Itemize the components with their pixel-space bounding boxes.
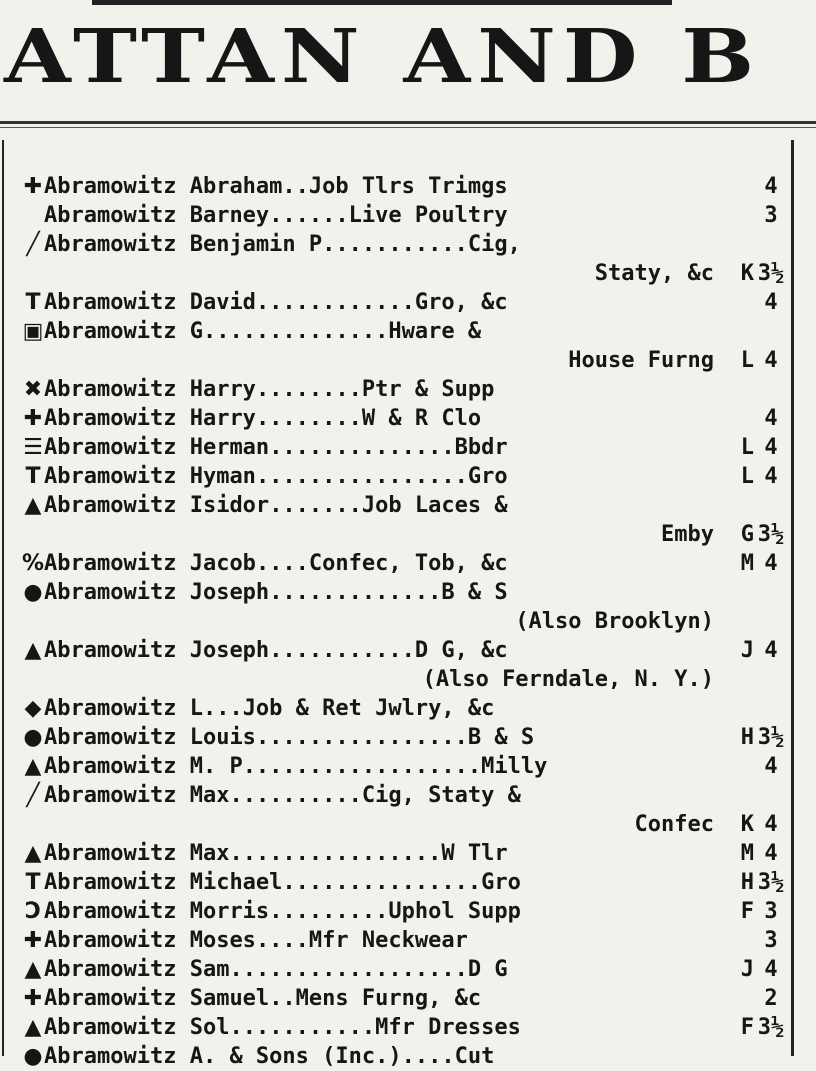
listing-entry — [22, 317, 790, 346]
entry-rating: 4 — [764, 812, 778, 837]
listing-entry — [22, 636, 790, 665]
entry-given-name: Harry — [189, 406, 256, 431]
listing-entry — [22, 723, 790, 752]
entry-given-name: Abraham — [189, 174, 283, 199]
entry-given-name: Hyman — [189, 464, 256, 489]
entry-rating: 4 — [764, 638, 778, 663]
entry-given-name: Benjamin P — [189, 232, 323, 257]
entry-credit-code: H — [740, 870, 754, 895]
entry-rating: 4 — [764, 841, 778, 866]
top-rule — [92, 0, 672, 5]
listing-entry — [22, 578, 790, 607]
entry-business: ..............Hware & — [202, 319, 482, 344]
entry-credit-code: L — [740, 348, 754, 373]
entry-rating: 3½ — [757, 870, 785, 895]
listing-entry — [22, 433, 790, 462]
entry-business: ....Confec, Tob, &c — [255, 551, 508, 576]
rating-symbol-icon: ▣ — [22, 319, 44, 344]
header-rule — [0, 121, 816, 124]
entry-given-name: Moses — [189, 928, 256, 953]
entry-rating: 4 — [764, 957, 778, 982]
entry-business: ..................Milly — [242, 754, 548, 779]
entry-surname: Abramowitz — [44, 1015, 177, 1040]
entry-rating: 2 — [764, 986, 778, 1011]
entry-given-name: Michael — [189, 870, 283, 895]
rating-symbol-icon: ☰ — [23, 435, 43, 460]
rating-symbol-icon: ▲ — [24, 1015, 42, 1040]
entry-given-name: Joseph — [189, 580, 270, 605]
entry-credit-code: F — [740, 899, 754, 924]
rating-symbol-icon: ◆ — [24, 696, 42, 721]
entry-surname: Abramowitz — [44, 783, 177, 808]
entry-rating: 3½ — [757, 725, 785, 750]
entry-business: ..........Cig, Staty & — [229, 783, 521, 808]
listing-entry — [22, 955, 790, 984]
entry-business: ..............Bbdr — [269, 435, 508, 460]
entry-business: ....Mfr Neckwear — [255, 928, 468, 953]
entry-surname: Abramowitz — [44, 464, 177, 489]
rating-symbol-icon: ✚ — [23, 986, 43, 1011]
entry-rating: 4 — [764, 406, 778, 431]
entry-continuation-text: Confec — [634, 812, 714, 837]
header-rule-thin — [0, 127, 816, 128]
entry-given-name: Sol — [189, 1015, 230, 1040]
entry-business: ................B & S — [255, 725, 535, 750]
entry-credit-code: J — [740, 638, 754, 663]
entry-continuation-text: Emby — [661, 522, 714, 547]
entry-credit-code: K — [740, 812, 754, 837]
entry-credit-code: G — [740, 522, 754, 547]
rating-symbol-icon: ✚ — [23, 406, 43, 431]
column-rule-left — [2, 140, 4, 1056]
entry-given-name: L — [189, 696, 203, 721]
entry-rating: 3½ — [757, 261, 785, 286]
listing-continuation — [22, 259, 790, 288]
entry-surname: Abramowitz — [44, 493, 177, 518]
entry-business: ..Job Tlrs Trimgs — [282, 174, 508, 199]
entry-surname: Abramowitz — [44, 638, 177, 663]
entry-rating: 4 — [764, 551, 778, 576]
entry-given-name: Herman — [189, 435, 270, 460]
entry-credit-code: M — [740, 551, 754, 576]
entry-given-name: Morris — [189, 899, 270, 924]
entry-business: ................W Tlr — [229, 841, 508, 866]
rating-symbol-icon: ● — [23, 580, 43, 605]
entry-business: ............Gro, &c — [255, 290, 508, 315]
listing-entry — [22, 201, 790, 230]
entry-surname: Abramowitz — [44, 696, 177, 721]
entry-rating: 3½ — [757, 522, 785, 547]
entry-continuation-text: Staty, &c — [594, 261, 714, 286]
entry-given-name: Louis — [189, 725, 256, 750]
entry-surname: Abramowitz — [44, 319, 177, 344]
entry-credit-code: K — [740, 261, 754, 286]
entry-rating: 4 — [764, 435, 778, 460]
rating-symbol-icon: ╱ — [26, 783, 40, 808]
rating-symbol-icon: ▲ — [24, 638, 42, 663]
rating-symbol-icon: % — [22, 551, 45, 576]
listing-continuation — [22, 346, 790, 375]
entry-business: ...............Gro — [282, 870, 521, 895]
entry-given-name: Harry — [189, 377, 256, 402]
entry-surname: Abramowitz — [44, 406, 177, 431]
entry-rating: 4 — [764, 348, 778, 373]
entry-surname: Abramowitz — [44, 551, 177, 576]
listing-entry — [22, 172, 790, 201]
listing-entry — [22, 781, 790, 810]
entry-rating: 4 — [764, 174, 778, 199]
directory-listing — [22, 172, 790, 1071]
listing-entry — [22, 1013, 790, 1042]
entry-given-name: Isidor — [189, 493, 270, 518]
listing-continuation — [22, 520, 790, 549]
entry-business: ...........Mfr Dresses — [229, 1015, 521, 1040]
listing-entry — [22, 288, 790, 317]
entry-surname: Abramowitz — [44, 290, 177, 315]
entry-rating: 4 — [764, 754, 778, 779]
entry-business: ...Job & Ret Jwlry, &c — [202, 696, 495, 721]
listing-entry — [22, 1042, 790, 1071]
entry-given-name: Samuel — [189, 986, 270, 1011]
entry-business: ..Mens Furng, &c — [269, 986, 482, 1011]
entry-surname: Abramowitz — [44, 754, 177, 779]
entry-rating: 3 — [764, 899, 778, 924]
listing-continuation — [22, 810, 790, 839]
entry-given-name: Jacob — [189, 551, 256, 576]
listing-entry — [22, 375, 790, 404]
entry-surname: Abramowitz — [44, 841, 177, 866]
rating-symbol-icon: T — [25, 290, 41, 315]
entry-business: .......Job Laces & — [269, 493, 508, 518]
entry-surname: Abramowitz — [44, 725, 177, 750]
rating-symbol-icon: T — [25, 464, 41, 489]
listing-entry — [22, 984, 790, 1013]
entry-business: .........Uphol Supp — [269, 899, 521, 924]
rating-symbol-icon: ✚ — [23, 928, 43, 953]
listing-entry — [22, 839, 790, 868]
rating-symbol-icon: ✚ — [23, 174, 43, 199]
entry-business: ........Ptr & Supp — [255, 377, 495, 402]
entry-business: ......Live Poultry — [269, 203, 508, 228]
entry-given-name: Barney — [189, 203, 270, 228]
entry-continuation-text: (Also Ferndale, N. Y.) — [422, 667, 714, 692]
listing-entry — [22, 549, 790, 578]
entry-surname: Abramowitz — [44, 986, 177, 1011]
rating-symbol-icon: ● — [23, 725, 43, 750]
entry-surname: Abramowitz — [44, 899, 177, 924]
entry-business: ................Gro — [255, 464, 508, 489]
entry-rating: 4 — [764, 290, 778, 315]
entry-surname: Abramowitz — [44, 1044, 177, 1069]
entry-continuation-text: House Furng — [568, 348, 714, 373]
entry-surname: Abramowitz — [44, 377, 177, 402]
entry-rating: 3 — [764, 203, 778, 228]
rating-symbol-icon: T — [25, 870, 41, 895]
listing-entry — [22, 694, 790, 723]
listing-entry — [22, 404, 790, 433]
listing-entry — [22, 752, 790, 781]
entry-credit-code: J — [740, 957, 754, 982]
entry-business: ...........Cig, — [322, 232, 521, 257]
listing-entry — [22, 491, 790, 520]
entry-surname: Abramowitz — [44, 870, 177, 895]
entry-surname: Abramowitz — [44, 232, 177, 257]
listing-entry — [22, 230, 790, 259]
entry-rating: 4 — [764, 464, 778, 489]
entry-given-name: Sam — [189, 957, 230, 982]
entry-credit-code: L — [740, 464, 754, 489]
rating-symbol-icon: ✖ — [23, 377, 43, 402]
entry-credit-code: H — [740, 725, 754, 750]
entry-rating: 3½ — [757, 1015, 785, 1040]
entry-business: .............B & S — [269, 580, 508, 605]
entry-surname: Abramowitz — [44, 957, 177, 982]
rating-symbol-icon: ▲ — [24, 754, 42, 779]
page-header: ATTAN AND B — [4, 13, 762, 100]
entry-rating: 3 — [764, 928, 778, 953]
entry-given-name: David — [189, 290, 256, 315]
entry-surname: Abramowitz — [44, 435, 177, 460]
listing-entry — [22, 462, 790, 491]
entry-credit-code: M — [740, 841, 754, 866]
entry-given-name: M. P — [189, 754, 243, 779]
listing-entry — [22, 926, 790, 955]
rating-symbol-icon: ● — [23, 1044, 43, 1069]
column-rule-right — [791, 140, 794, 1056]
entry-credit-code: F — [740, 1015, 754, 1040]
listing-continuation — [22, 665, 790, 694]
entry-business: ...........D G, &c — [269, 638, 508, 663]
rating-symbol-icon: ╱ — [26, 232, 40, 257]
entry-surname: Abramowitz — [44, 928, 177, 953]
entry-surname: Abramowitz — [44, 580, 177, 605]
entry-continuation-text: (Also Brooklyn) — [515, 609, 714, 634]
entry-business: ..................D G — [229, 957, 508, 982]
entry-business: ....Cut — [401, 1044, 495, 1069]
entry-business: ........W & R Clo — [255, 406, 482, 431]
rating-symbol-icon: Ↄ — [24, 899, 42, 924]
entry-given-name: Max — [189, 783, 230, 808]
rating-symbol-icon: ▲ — [24, 493, 42, 518]
entry-given-name: Max — [189, 841, 230, 866]
rating-symbol-icon: ▲ — [24, 841, 42, 866]
entry-credit-code: L — [740, 435, 754, 460]
listing-continuation — [22, 607, 790, 636]
entry-surname: Abramowitz — [44, 174, 177, 199]
listing-entry — [22, 897, 790, 926]
rating-symbol-icon: ▲ — [24, 957, 42, 982]
entry-surname: Abramowitz — [44, 203, 177, 228]
entry-given-name: A. & Sons (Inc.) — [189, 1044, 402, 1069]
entry-given-name: Joseph — [189, 638, 270, 663]
entry-given-name: G — [189, 319, 203, 344]
listing-entry — [22, 868, 790, 897]
